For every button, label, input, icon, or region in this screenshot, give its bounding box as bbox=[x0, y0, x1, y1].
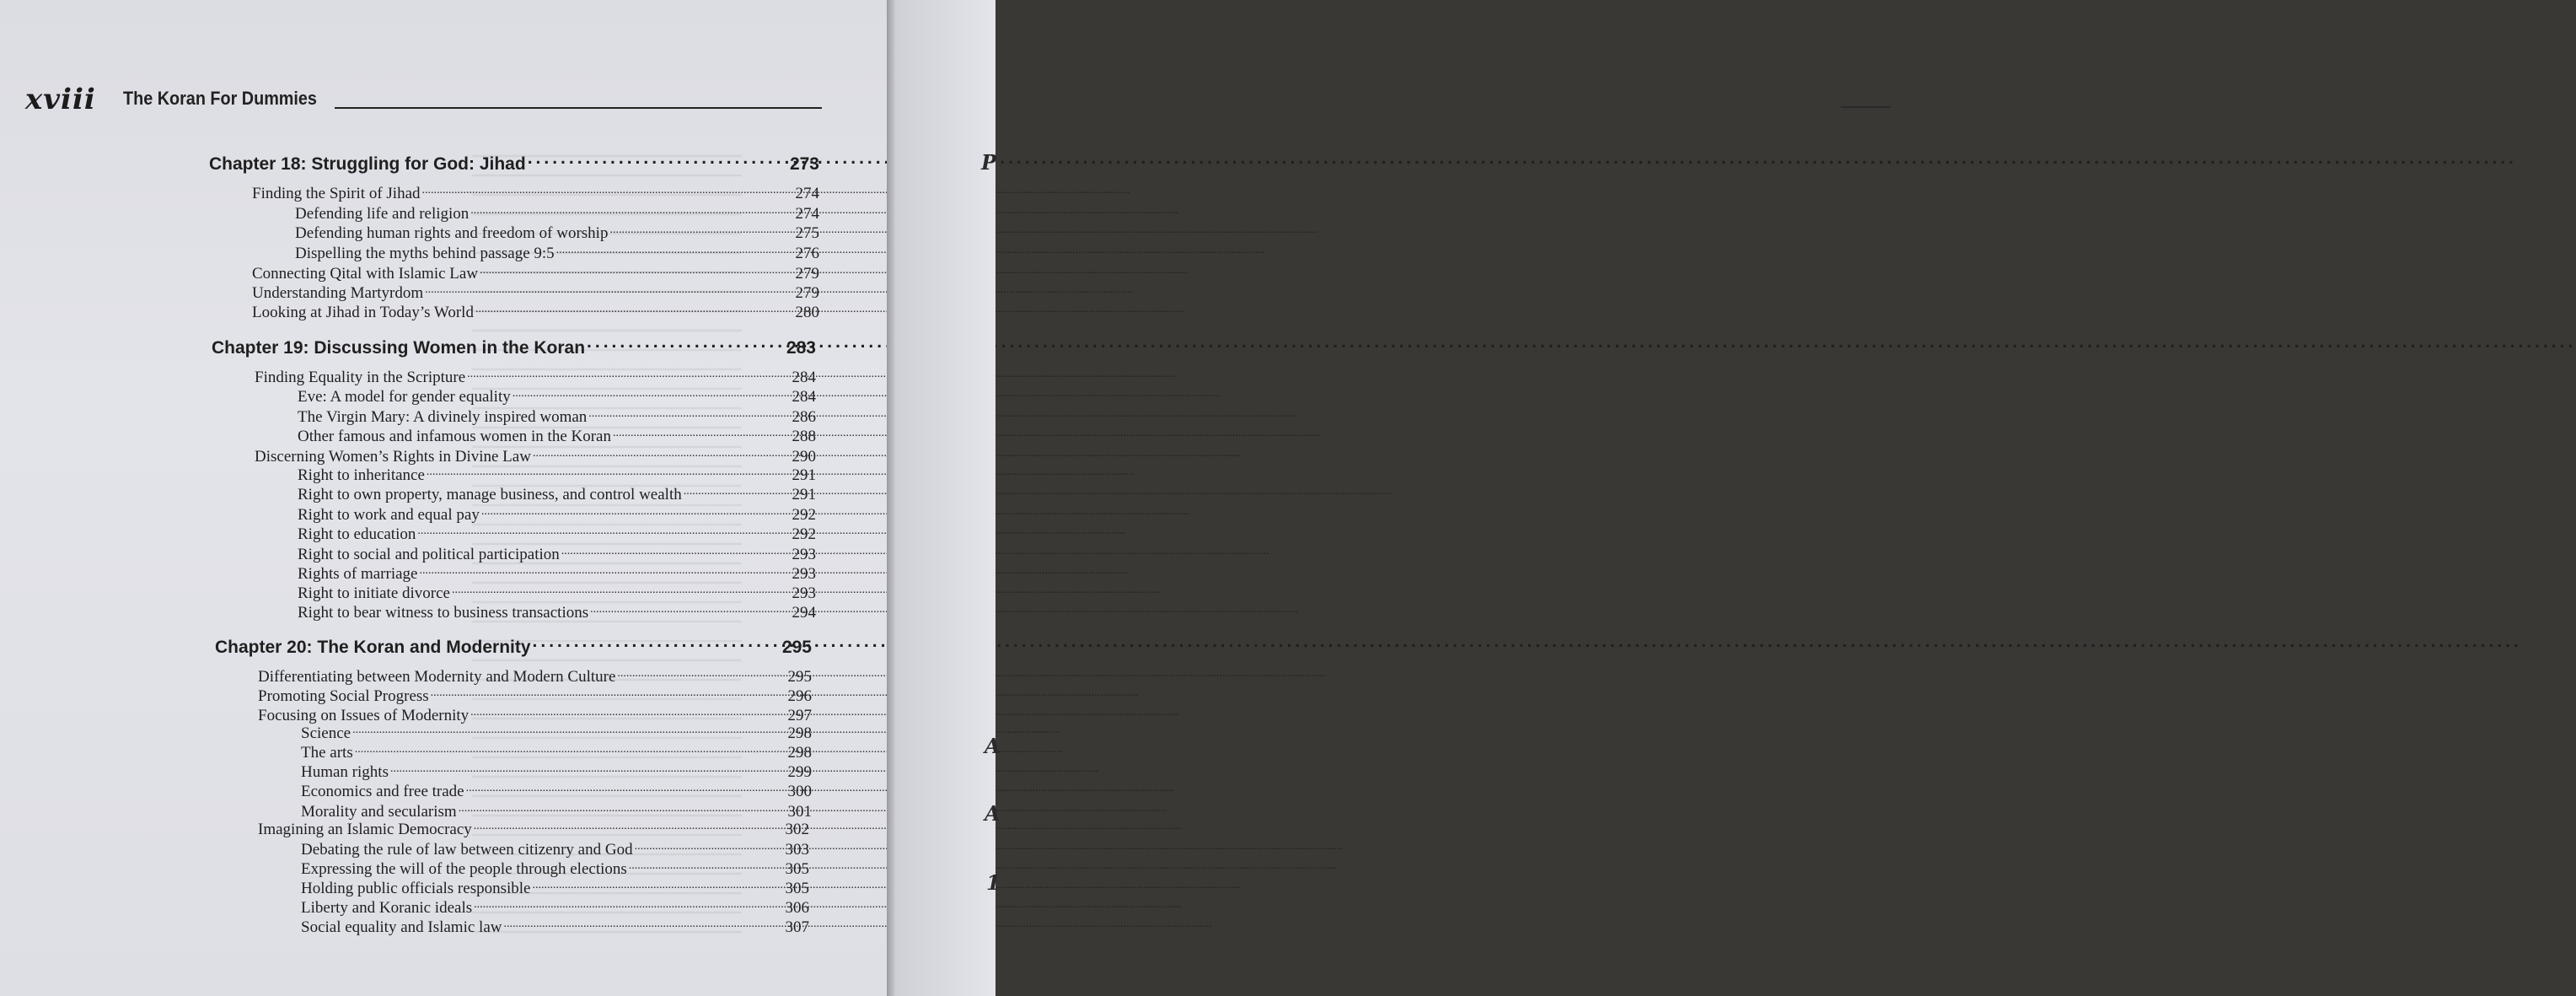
dot-leader bbox=[533, 445, 791, 461]
toc-section-line bbox=[252, 282, 819, 303]
toc-subsection-line bbox=[301, 838, 809, 859]
toc-entry-title: Social equality and Islamic law bbox=[301, 918, 502, 936]
dot-leader bbox=[528, 152, 788, 170]
toc-page-number: 303 bbox=[785, 841, 809, 859]
dot-leader bbox=[588, 406, 790, 422]
toc-page-number: 283 bbox=[786, 338, 816, 358]
dot-leader bbox=[474, 896, 783, 913]
toc-entry-title: Right to education bbox=[298, 525, 416, 543]
dot-leader bbox=[503, 916, 783, 932]
toc-entry-title: Liberty and Koranic ideals bbox=[301, 899, 473, 917]
toc-chapter-line bbox=[209, 152, 819, 175]
toc-subsection-line bbox=[298, 483, 816, 504]
toc-page-number: 291 bbox=[792, 466, 816, 484]
dot-leader bbox=[629, 858, 784, 874]
toc-page-number: 305 bbox=[785, 880, 809, 897]
toc-entry-title: The arts bbox=[301, 744, 353, 762]
dot-leader bbox=[532, 877, 783, 893]
toc-page-number: 298 bbox=[787, 744, 812, 762]
toc-entry-title: Other famous and infamous women in the Koran bbox=[298, 428, 611, 445]
toc-entry-title: Chapter 18: Struggling for God: Jihad bbox=[209, 154, 526, 174]
toc-page-number: 279 bbox=[795, 265, 819, 283]
dot-leader bbox=[417, 523, 790, 539]
toc-page-number: 279 bbox=[795, 284, 819, 302]
dot-leader bbox=[613, 425, 791, 441]
toc-entry-title: Finding Equality in the Scripture bbox=[255, 369, 466, 386]
toc-page-number: 301 bbox=[787, 803, 812, 821]
toc-page-number: 299 bbox=[787, 763, 812, 781]
dot-leader bbox=[590, 601, 790, 617]
toc-page-number: 273 bbox=[789, 154, 819, 174]
toc-subsection-line bbox=[295, 202, 819, 223]
toc-page-number: 292 bbox=[792, 525, 816, 543]
toc-page-number: 298 bbox=[787, 724, 812, 742]
dot-leader bbox=[470, 202, 793, 218]
dot-leader bbox=[470, 704, 786, 720]
toc-entry-title: Right to initiate divorce bbox=[298, 584, 450, 602]
dot-leader bbox=[427, 464, 791, 480]
toc-page-number: 302 bbox=[785, 821, 809, 838]
dot-leader bbox=[352, 722, 786, 738]
toc-page-number: 274 bbox=[795, 185, 819, 202]
toc-entry-title: Chapter 20: The Koran and Modernity bbox=[215, 638, 531, 657]
toc-entry-title: Right to inheritance bbox=[298, 466, 425, 484]
toc-entry-title: Imagining an Islamic Democracy bbox=[258, 821, 472, 838]
toc-entry-title: Promoting Social Progress bbox=[258, 687, 429, 705]
toc-entry-title: Connecting Qital with Islamic Law bbox=[252, 265, 479, 283]
toc-subsection-line bbox=[298, 464, 816, 485]
table-of-contents bbox=[0, 0, 887, 996]
dot-leader bbox=[481, 503, 791, 520]
dot-leader bbox=[513, 385, 791, 401]
toc-entry-title: Chapter 19: Discussing Women in the Koran bbox=[212, 338, 586, 358]
toc-entry-title: The Virgin Mary: A divinely inspired woman bbox=[298, 408, 588, 426]
toc-entry-title: Rights of marriage bbox=[298, 565, 418, 583]
facing-page-glyph: 1 bbox=[986, 870, 1001, 895]
toc-page-number: 291 bbox=[792, 486, 816, 503]
toc-page-number: 300 bbox=[787, 783, 812, 800]
toc-page-number: 280 bbox=[795, 304, 819, 321]
running-head-title: The Koran For Dummies bbox=[123, 88, 317, 109]
toc-page-number: 297 bbox=[787, 707, 812, 724]
toc-page-number: 286 bbox=[792, 408, 816, 426]
toc-subsection-line bbox=[298, 563, 816, 584]
toc-entry-title: Debating the rule of law between citizenry and God bbox=[301, 841, 633, 859]
toc-entry-title: Understanding Martyrdom bbox=[252, 284, 424, 302]
toc-section-line bbox=[252, 262, 819, 283]
dot-leader bbox=[390, 761, 786, 777]
page-gutter bbox=[887, 0, 895, 996]
toc-page-number: 276 bbox=[795, 245, 819, 262]
facing-page-glyph: A bbox=[985, 801, 1001, 826]
dot-leader bbox=[419, 563, 790, 579]
toc-entry-title: Dispelling the myths behind passage 9:5 bbox=[295, 245, 555, 262]
dot-leader bbox=[635, 838, 784, 854]
dot-leader bbox=[617, 665, 786, 681]
toc-subsection-line bbox=[295, 242, 819, 263]
toc-subsection-line bbox=[298, 543, 816, 564]
toc-section-line bbox=[252, 182, 819, 203]
toc-subsection-line bbox=[298, 503, 816, 525]
toc-page-number: 294 bbox=[792, 604, 816, 622]
toc-subsection-line bbox=[301, 896, 809, 918]
dot-leader bbox=[474, 818, 784, 834]
toc-page-number: 274 bbox=[795, 205, 819, 223]
facing-page-rule bbox=[1841, 106, 1891, 108]
toc-entry-title: Finding the Spirit of Jihad bbox=[252, 185, 421, 202]
toc-page-number: 305 bbox=[785, 860, 809, 878]
toc-subsection-line bbox=[301, 741, 812, 762]
toc-page-number: 293 bbox=[792, 584, 816, 602]
toc-section-line bbox=[258, 818, 809, 839]
toc-entry-title: Science bbox=[301, 724, 352, 742]
toc-page-number: 307 bbox=[785, 918, 809, 936]
toc-entry-title: Holding public officials responsible bbox=[301, 880, 531, 897]
toc-chapter-line bbox=[212, 336, 816, 358]
book-page bbox=[0, 0, 887, 996]
dot-leader bbox=[431, 685, 786, 701]
toc-page-number: 293 bbox=[792, 546, 816, 563]
toc-entry-title: Eve: A model for gender equality bbox=[298, 388, 511, 406]
toc-entry-title: Right to own property, manage business, and control wealth bbox=[298, 486, 682, 503]
toc-entry-title: Right to bear witness to business transactions bbox=[298, 604, 589, 622]
toc-page-number: 296 bbox=[787, 687, 812, 705]
toc-entry-title: Expressing the will of the people through elections bbox=[301, 860, 627, 878]
dot-leader bbox=[425, 282, 793, 298]
dot-leader bbox=[466, 780, 786, 796]
toc-page-number: 295 bbox=[787, 668, 812, 686]
toc-page-number: 275 bbox=[795, 224, 819, 242]
toc-subsection-line bbox=[298, 385, 816, 406]
toc-page-number: 290 bbox=[792, 448, 816, 466]
toc-section-line bbox=[255, 366, 816, 387]
facing-page-glyph: A bbox=[985, 734, 1001, 758]
dot-leader bbox=[452, 582, 791, 598]
toc-entry-title: Looking at Jihad in Today’s World bbox=[252, 304, 474, 321]
dot-leader bbox=[475, 301, 794, 317]
toc-subsection-line bbox=[295, 222, 819, 243]
toc-page-number: 284 bbox=[792, 388, 816, 406]
toc-section-line bbox=[258, 685, 812, 706]
dot-leader bbox=[556, 242, 794, 258]
toc-page-number: 292 bbox=[792, 506, 816, 524]
toc-section-line bbox=[258, 665, 812, 686]
toc-subsection-line bbox=[301, 877, 809, 898]
toc-page-number: 284 bbox=[792, 369, 816, 386]
dot-leader bbox=[467, 366, 790, 382]
toc-entry-title: Economics and free trade bbox=[301, 783, 464, 800]
dot-leader bbox=[533, 635, 781, 653]
toc-section-line bbox=[252, 301, 819, 322]
toc-entry-title: Differentiating between Modernity and Modern Culture bbox=[258, 668, 616, 686]
dot-leader bbox=[459, 800, 786, 816]
facing-page-glyph: P bbox=[981, 150, 997, 175]
toc-chapter-line bbox=[215, 635, 812, 658]
toc-entry-title: Discerning Women’s Rights in Divine Law bbox=[255, 448, 531, 466]
toc-entry-title: Defending life and religion bbox=[295, 205, 470, 223]
toc-page-number: 293 bbox=[792, 565, 816, 583]
toc-subsection-line bbox=[301, 780, 812, 801]
dot-leader bbox=[355, 741, 786, 757]
toc-subsection-line bbox=[298, 601, 816, 622]
toc-entry-title: Human rights bbox=[301, 763, 389, 781]
toc-page-number: 288 bbox=[792, 428, 816, 445]
toc-entry-title: Morality and secularism bbox=[301, 803, 457, 821]
dot-leader bbox=[561, 543, 791, 559]
toc-subsection-line bbox=[298, 582, 816, 603]
toc-entry-title: Right to work and equal pay bbox=[298, 506, 480, 524]
dot-leader bbox=[684, 483, 791, 499]
toc-subsection-line bbox=[301, 722, 812, 743]
dot-leader bbox=[609, 222, 793, 238]
toc-subsection-line bbox=[298, 523, 816, 544]
toc-page-number: 306 bbox=[785, 899, 809, 917]
toc-subsection-line bbox=[301, 761, 812, 782]
toc-entry-title: Focusing on Issues of Modernity bbox=[258, 707, 470, 724]
toc-subsection-line bbox=[298, 425, 816, 446]
dot-leader bbox=[480, 262, 793, 278]
toc-entry-title: Defending human rights and freedom of worship bbox=[295, 224, 609, 242]
page-folio: xviii bbox=[25, 83, 96, 116]
toc-subsection-line bbox=[298, 406, 816, 427]
dot-leader bbox=[587, 336, 785, 353]
toc-page-number: 295 bbox=[781, 638, 812, 657]
toc-subsection-line bbox=[301, 916, 809, 937]
toc-subsection-line bbox=[301, 858, 809, 879]
dot-leader bbox=[422, 182, 794, 198]
toc-entry-title: Right to social and political participation bbox=[298, 546, 560, 563]
